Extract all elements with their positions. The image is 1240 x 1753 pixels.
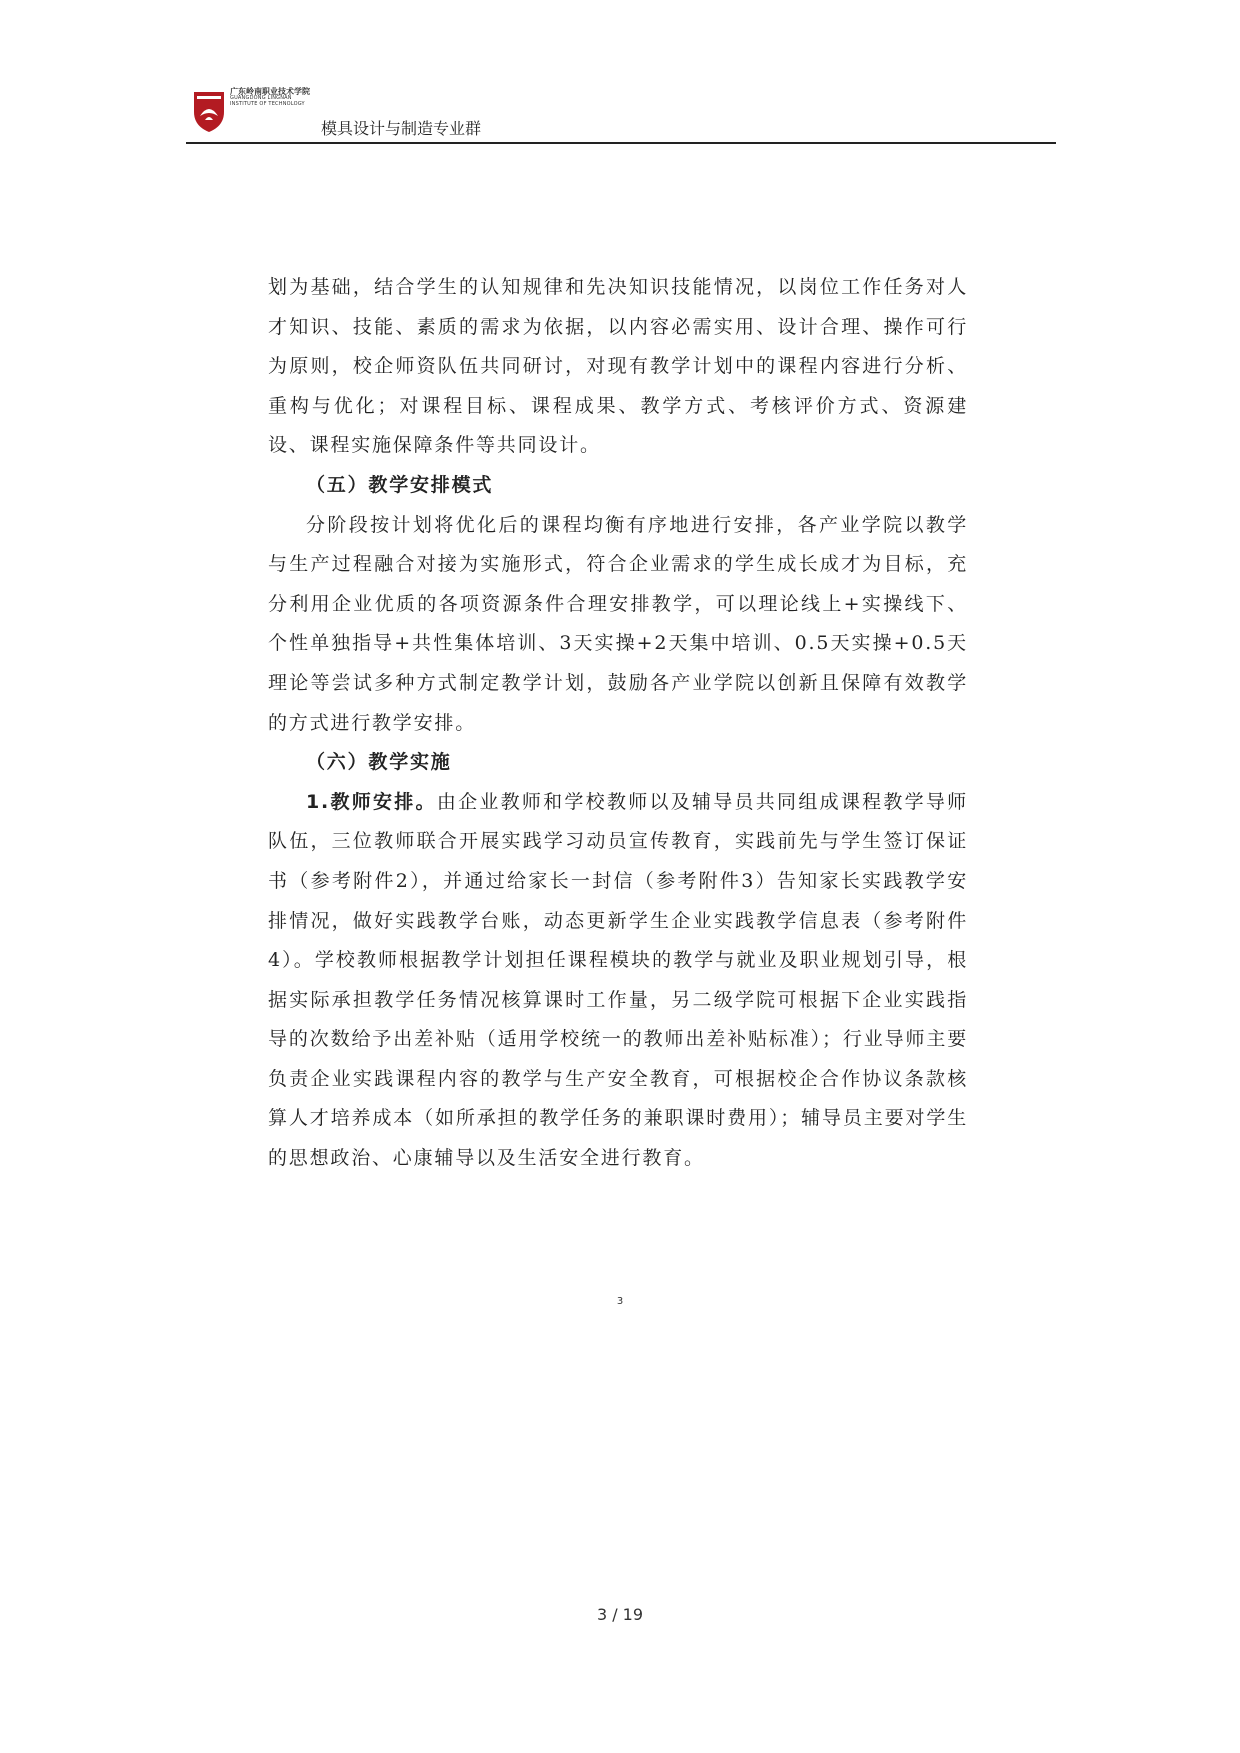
paragraph-teacher-arrangement [268,783,968,1179]
logo-en-text-1: GUANGDONG LINGNAN [230,95,292,102]
logo-cn-text: 广东岭南职业技术学院 [230,87,310,96]
section-heading-5: （五）教学安排模式 [306,473,494,496]
paragraph-text: 由企业教师和学校教师以及辅导员共同组成课程教学导师队伍，三位教师联合开展实践学习动员宣传教育，实践前先与学生签订保证书（参考附件2），并通过给家长一封信（参考附件3）告知家长实践教学安排情况，做好实践教学台账，动态更新学生企业实践教学信息表（参考附件4）。学校教师根据教学计划担任课程模块的教学与就业及职业规划引导，根据实际承担教学任务情况核算课时工作量，另二级学院可根据下企业实践指导的次数给予出差补贴（适用学校统一的教师出差补贴标准）；行业导师主要负责企业实践课程内容的教学与生产安全教育，可根据校企合作协议条款核算人才培养成本（如所承担的教学任务的兼职课时费用）；辅导员主要对学生的思想政治、心康辅导以及生活安全进行教育。 [268,790,968,1170]
document-body [268,268,968,1179]
paragraph-lead: 1.教师安排。 [306,790,437,813]
page-number: 3 [616,1296,624,1307]
header-divider [186,142,1056,144]
section-heading-6: （六）教学实施 [306,751,452,774]
logo-en-text-2: INSTITUTE OF TECHNOLOGY [230,100,305,107]
paragraph-teaching-arrangement: 分阶段按计划将优化后的课程均衡有序地进行安排，各产业学院以教学与生产过程融合对接为实施形式，符合企业需求的学生成长成才为目标，充分利用企业优质的各项资源条件合理安排教学，可以理论线上+实操线下、个性单独指导+共性集体培训、3天实操+2天集中培训、0.5天实操+0.5天理论等尝试多种方式制定教学计划，鼓励各产业学院以创新且保障有效教学的方式进行教学安排。 [268,513,968,734]
page-header [186,86,1056,144]
paragraph-continued: 划为基础，结合学生的认知规律和先决知识技能情况，以岗位工作任务对人才知识、技能、素质的需求为依据，以内容必需实用、设计合理、操作可行为原则，校企师资队伍共同研讨，对现有教学计划中的课程内容进行分析、重构与优化；对课程目标、课程成果、教学方式、考核评价方式、资源建设、课程实施保障条件等共同设计。 [268,276,968,457]
logo-wordmark [230,88,310,107]
page-indicator: 3 / 19 [596,1605,644,1624]
college-logo-icon [192,90,226,134]
header-title: 模具设计与制造专业群 [321,119,482,138]
